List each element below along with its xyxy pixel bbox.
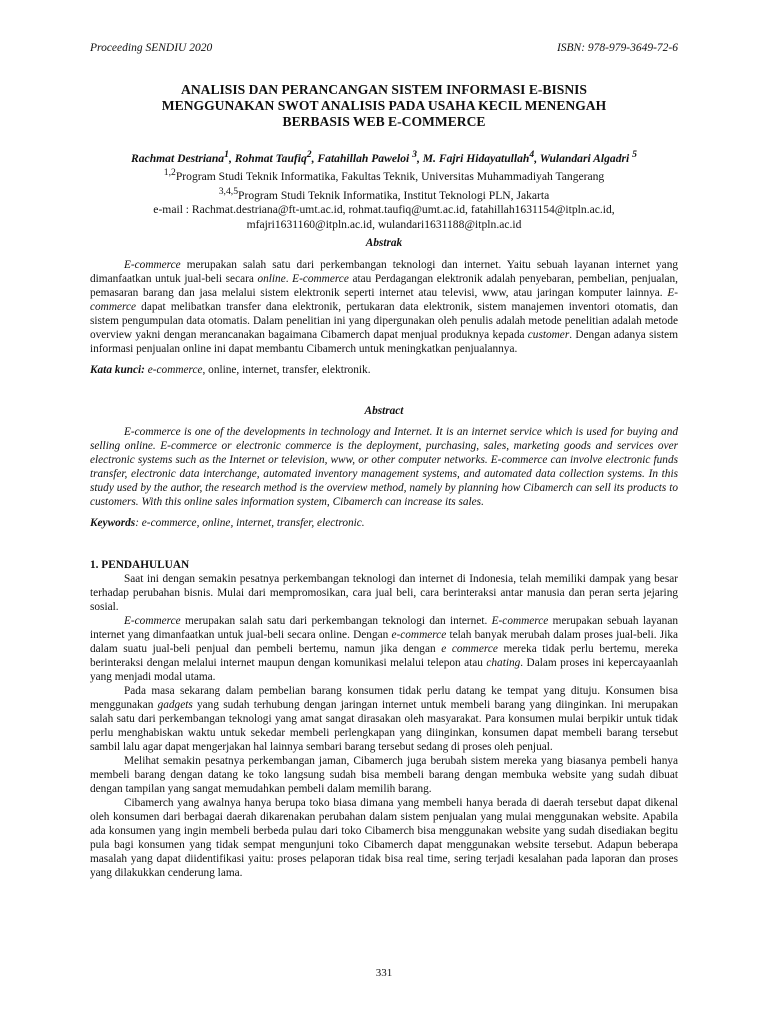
page-number: 331 (375, 967, 393, 979)
affiliation-sup: 1,2 (163, 167, 176, 179)
author-sup: 1 (224, 149, 229, 160)
abstrak-body: E-commerce merupakan salah satu dari perkembangan teknologi dan internet. Yaitu sebuah layanan internet yang dimanfaatkan untuk jual-beli secara online. E-commerce atau Perdagangan elektronik adalah penyebaran, pembelian, penjualan, pemasaran barang dan jasa melalui sistem elektronik seperti internet atau televisi, www, atau jaringan komputer lainnya. E-commerce dapat melibatkan transfer dana elektronik, pertukaran data elektronik, sistem manajemen inventori otomatis, dan sistem pengumpulan data otomatis. Dalam penelitian ini yang dipergunakan oleh penulis adalah metode penelitian adalah metode overview yakni dengan merancanakan bagaimana Cibamerch dapat menjual produknya kepada customer. Dengan adanya sistem informasi penjualan online ini dapat membantu Cibamerch untuk meningkatkan penjualannya. (90, 259, 678, 355)
paper-title (90, 82, 678, 130)
paragraph: Melihat semakin pesatnya perkembangan jaman, Cibamerch juga berubah sistem mereka yang biasanya pembeli hanya membeli barang dengan datang ke toko langsung sudah bisa membeli barang dengan membuka website yang sudah dibuat dengan tampilan yang sangat memudahkan pembeli dalam memilih barang. (90, 755, 678, 795)
author-names: Rachmat Destriana$^1$, Rohmat Taufiq$^2$, Fatahillah Paweloi $^3$, M. Fajri Hidayatullah$^4$, Wulandari Algadri $^5$ (131, 149, 637, 165)
author-block (90, 148, 678, 232)
author-name: Rachmat Destriana (131, 151, 225, 165)
email-line: mfajri1631160@itpln.ac.id, wulandari1631188@itpln.ac.id (246, 217, 522, 231)
author-sup: 5 (632, 149, 637, 160)
proceeding-name: Proceeding SENDIU 2020 (90, 42, 213, 54)
paragraph: Pada masa sekarang dalam pembelian barang konsumen tidak perlu datang ke tempat yang dituju. Konsumen bisa menggunakan gadgets yang sudah terhubung dengan jaringan internet untuk membeli barang yang diinginkan. Ini merupakan salah satu dari perkembangan teknologi yang amat sangat dirasakan oleh masyarakat. Para konsumen mulai berpikir untuk tidak perlu menghabiskan waktu untuk sekedar membeli perlengkapan yang diinginkan, konsumen dapat membeli barang tersebut sambil lalu agar dapat mengerjakan hal lainnya sembari barang tersebut sedang di proses oleh penjual. (90, 685, 678, 753)
abstrak-section (90, 236, 678, 377)
author-name: M. Fajri Hidayatullah (422, 151, 530, 165)
abstract-body: E-commerce is one of the developments in technology and Internet. It is an internet service which is used for buying and selling online. E-commerce or electronic commerce is the deployment, purchasing, sales, marketing goods and services over electronic systems such as the Internet or television, www, or other computer networks. E-commerce can involve electronic funds transfer, electronic data interchange, automated inventory management systems, and automated data collection systems. In this study used by the author, the research method is the overview method, namely by planning how Cibamerch can sell its products to customers. With this online sales information system, Cibamerch can increase its sales. (90, 426, 678, 508)
abstract-section (90, 404, 678, 530)
affiliation-sup: 3,4,5 (218, 185, 239, 197)
author-sup: 4 (529, 149, 535, 160)
title-line: ANALISIS DAN PERANCANGAN SISTEM INFORMASI E-BISNIS (181, 82, 587, 97)
title-line: MENGGUNAKAN SWOT ANALISIS PADA USAHA KECIL MENENGAH (161, 98, 607, 113)
affiliation (90, 185, 678, 203)
isbn: ISBN: 978-979-3649-72-6 (556, 42, 678, 54)
paper-page (90, 0, 678, 1024)
abstrak-heading: Abstrak (365, 237, 403, 249)
abstract-heading: Abstract (364, 405, 404, 417)
kata-kunci: Kata kunci: e-commerce, online, internet, transfer, elektronik. (90, 364, 371, 376)
paragraph: Saat ini dengan semakin pesatnya perkembangan teknologi dan internet di Indonesia, telah memiliki dampak yang besar terhadap perubahan bisnis. Mulai dari mempromosikan, cara jual beli, cara berinteraksi antar manusia dan peran serta jejaring sosial. (90, 573, 678, 613)
paragraph: E-commerce merupakan salah satu dari perkembangan teknologi dan internet. E-commerce merupakan sebuah layanan internet yang dimanfaatkan untuk jual-beli secara online. Dengan e-commerce telah banyak merubah dalam proses jual-beli. Jika dalam suatu jual-beli penjual dan pembeli bertemu, namun jika dengan e commerce mereka tidak perlu bertemu, mereka berinteraksi dengan melalui internet maupun dengan komunikasi melalui telepon atau chating. Dalam proses ini kepercayaanlah yang menjadi modal utama. (90, 615, 678, 683)
affiliation (90, 166, 678, 184)
author-name: Wulandari Algadri (539, 151, 633, 165)
author-name: Rohmat Taufiq (234, 151, 307, 165)
email-line: e-mail : Rachmat.destriana@ft-umt.ac.id, rohmat.taufiq@umt.ac.id, fatahillah1631154@itpln.ac.id, (153, 203, 615, 217)
affiliation-text: Program Studi Teknik Informatika, Fakultas Teknik, Universitas Muhammadiyah Tangerang (175, 170, 605, 184)
section-pendahuluan (90, 558, 678, 880)
title-line: BERBASIS WEB E-COMMERCE (282, 114, 486, 129)
affiliation-text: Program Studi Teknik Informatika, Institut Teknologi PLN, Jakarta (238, 188, 550, 202)
paragraph: Cibamerch yang awalnya hanya berupa toko biasa dimana yang membeli hanya berada di daerah tersebut dapat dikenal oleh konsumen dari berbagai daerah dikarenakan perubahan dalam sistem penjualan yang mulai menggunakan website. Apabila ada konsumen yang ingin membeli berbeda pulau dari toko Cibamerch bisa menggunakan website yang sudah disediakan begitu pula bagi konsumen yang tidak sempat mengunjuni toko Cibamerch dapat menggunakan website tersebut. Adapun beberapa masalah yang dapat diidentifikasi yaitu: proses pelaporan tidak bisa real time, sering terjadi kesalahan pada laporan dan proses yang dilakukkan cenderung lama. (90, 797, 678, 879)
author-sup: 2 (306, 149, 312, 160)
section-heading: 1. PENDAHULUAN (90, 559, 190, 571)
author-sup: 3 (412, 149, 417, 160)
author-name: Fatahillah Paweloi (317, 151, 413, 165)
keywords: Keywords: e-commerce, online, internet, transfer, electronic. (90, 517, 365, 529)
